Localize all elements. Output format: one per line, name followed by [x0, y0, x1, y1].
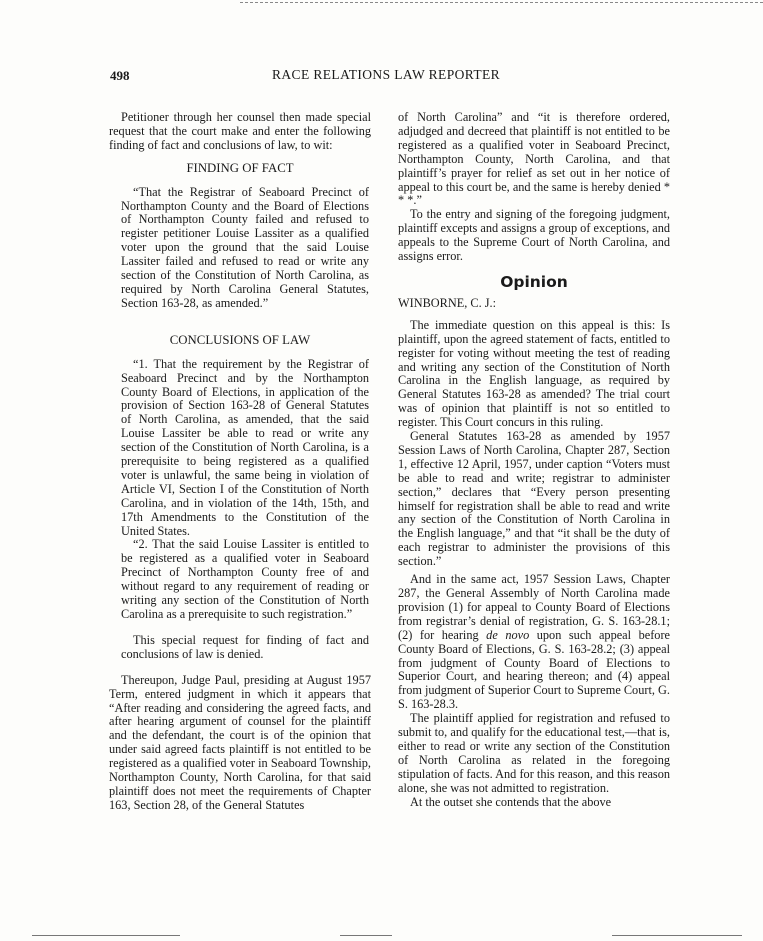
right-column	[398, 111, 670, 810]
finding-quote: “That the Registrar of Seaboard Precinct of Northampton County and the Board of Elections of Northampton County failed and refused to register petitioner Louise Lassiter as a qualified voter upon the ground that the said Louise Lassiter failed and refused to read or write any section of the Constitution of North Carolina, as required by North Carolina General Statutes, Section 163-28, as amended.”	[121, 184, 369, 310]
request-paragraph: Petitioner through her counsel then made special request that the court make and enter the following finding of fact and conclusions of law, to wit:	[109, 110, 371, 152]
judgment-continuation: of North Carolina” and “it is therefore ordered, adjudged and decreed that plaintiff is not entitled to be registered as a qualified voter in Seaboard Precinct, Northampton County, North Carolina, and that plaintiff’s prayer for relief as set out in her notice of appeal to this court be, and the same is hereby denied * * *.”	[398, 110, 670, 208]
running-title: RACE RELATIONS LAW REPORTER	[272, 67, 501, 82]
bottom-edge-rule-center	[340, 935, 392, 936]
bottom-edge-rule-left	[32, 935, 180, 936]
statute-paragraph: General Statutes 163-28 as amended by 1957 Session Laws of North Carolina, Chapter 287, Section 1, effective 12 April, 1957, under caption “Voters must be able to read and write; registrar to administer section,” declares that “Every person presenting himself for registration shall be able to read and write any section of the Constitution of North Carolina in the English language,” and that “it shall be the duty of each registrar to administer the provisions of this section.”	[398, 429, 670, 569]
conclusion-one: “1. That the requirement by the Registrar of Seaboard Precinct and by the Northampton County Board of Elections, in application of the provision of Section 163-28 of General Statutes of North Carolina, as amended, that the said Louise Lassiter be able to read or write any section of the Constitution of North Carolina, is a prerequisite to being registered as a qualified voter is unlawful, the same being in violation of Article VI, Section I of the Constitution of North Carolina, and in violation of the 14th, 15th, and 17th Amendments to the Constitution of the United States.	[121, 356, 369, 538]
judgment-paragraph: Thereupon, Judge Paul, presiding at August 1957 Term, entered judgment in which it appears that “After reading and considering the agreed facts, and after hearing argument of counsel for the plaintiff and the defendant, the court is of the opinion that under said agreed facts plaintiff is not entitled to be registered as a qualified voter in Seaboard Township, Northampton County, North Carolina, for that said plaintiff does not meet the requirements of Chapter 163, Section 28, of the General Statutes	[109, 672, 371, 812]
contention-paragraph: At the outset she contends that the above	[410, 794, 612, 809]
conclusion-two: “2. That the said Louise Lassiter is entitled to be registered as a qualified voter in Seaboard Precinct of Northampton County free of and without regard to any requirement of reading or writing any section of the Constitution of North Carolina as a prerequisite to such registration.”	[121, 537, 369, 621]
appeal-provisions-paragraph	[398, 573, 670, 712]
appeal-text-b: upon such appeal before County Board of Elections, G. S. 163-28.2; (3) appeal from judgment of County Board of Elections to Superior Court, and hearing thereon; and (4) appeal from judgment of Superior Court to Supreme Court, G. S. 163-28.3.	[398, 627, 670, 712]
appeal-text-a: And in the same act, 1957 Session Laws, Chapter 287, the General Assembly of North Carolina made provision (1) for appeal to County Board of Elections from registrar’s denial of registration, G. S. 163-28.1; (2) for hearing	[398, 572, 670, 642]
page-number: 498	[110, 68, 130, 83]
question-paragraph: The immediate question on this appeal is this: Is plaintiff, upon the agreed statement of facts, entitled to register for voting without meeting the test of reading and writing any section of the Constitution of North Carolina in the English language, as required by General Statutes 163-28 as amended? The trial court was of opinion that plaintiff is not so entitled to register. This Court concurs in this ruling.	[398, 317, 670, 430]
top-edge-rule	[240, 2, 763, 3]
opinion-author: WINBORNE, C. J.:	[398, 295, 497, 310]
bottom-edge-rule-right	[612, 935, 742, 936]
exceptions-paragraph: To the entry and signing of the foregoing judgment, plaintiff excepts and assigns a group of exceptions, and appeals to the Supreme Court of North Carolina, and assigns error.	[398, 207, 670, 264]
de-novo-term: de novo	[486, 627, 530, 642]
denial-paragraph: This special request for finding of fact and conclusions of law is denied.	[121, 632, 369, 661]
left-column	[109, 111, 371, 813]
conclusions-heading: CONCLUSIONS OF LAW	[169, 332, 311, 347]
finding-of-fact-heading: FINDING OF FACT	[186, 160, 294, 175]
refusal-paragraph: The plaintiff applied for registration and refused to submit to, and qualify for the educational test,—that is, either to read or write any section of the Constitution of North Carolina as related in the foregoing stipulation of facts. And for this reason, and this reason alone, she was not admitted to registration.	[398, 711, 670, 795]
opinion-heading: Opinion	[500, 272, 568, 291]
